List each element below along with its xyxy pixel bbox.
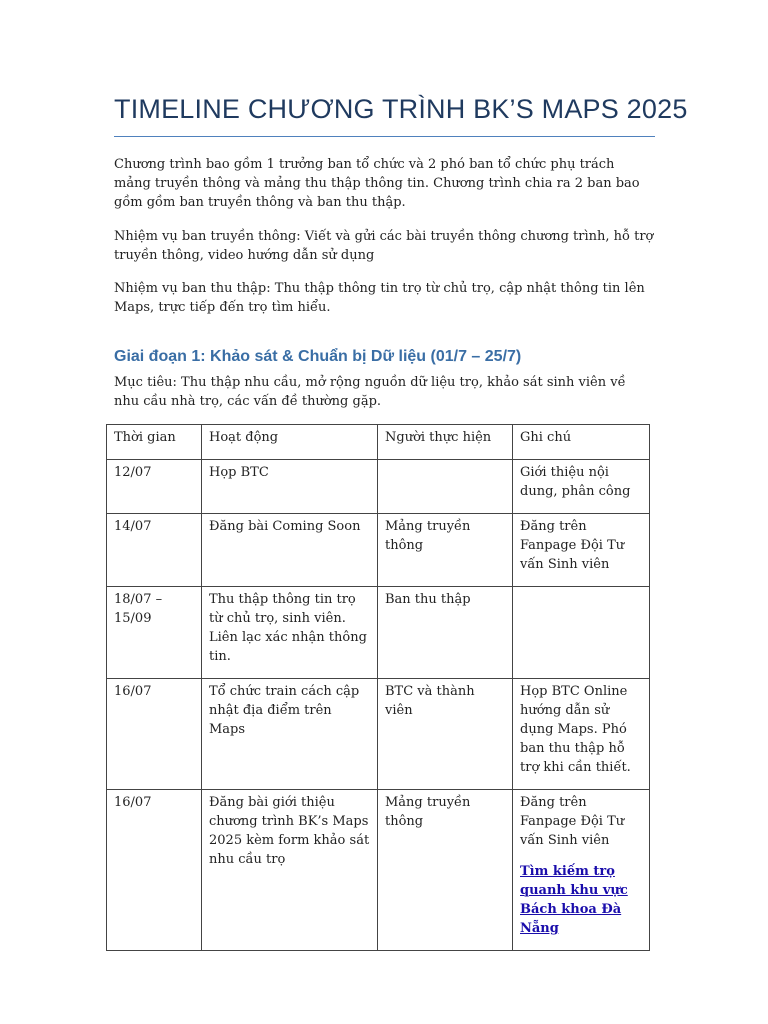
cell-notes <box>513 587 650 679</box>
cell-notes: Đăng trên Fanpage Đội Tư vấn Sinh viên <box>513 514 650 587</box>
cell-owner: BTC và thành viên <box>378 679 513 790</box>
table-row <box>107 679 650 790</box>
cell-time: 14/07 <box>107 514 202 587</box>
table-header-row <box>107 425 650 460</box>
cell-time: 16/07 <box>107 679 202 790</box>
cell-activity: Đăng bài Coming Soon <box>202 514 378 587</box>
table-row <box>107 460 650 514</box>
table-row <box>107 514 650 587</box>
cell-notes: Họp BTC Online hướng dẫn sử dụng Maps. Phó ban thu thập hỗ trợ khi cần thiết. <box>513 679 650 790</box>
phase-heading: Giai đoạn 1: Khảo sát & Chuẩn bị Dữ liệu (01/7 – 25/7) <box>114 348 522 365</box>
header-time: Thời gian <box>107 425 202 460</box>
cell-notes: Đăng trên Fanpage Đội Tư vấn Sinh viên <box>520 795 625 848</box>
cell-time: 12/07 <box>107 460 202 514</box>
title-underline <box>114 136 655 137</box>
cell-notes: Giới thiệu nội dung, phân công <box>513 460 650 514</box>
intro-paragraph: Chương trình bao gồm 1 trưởng ban tổ chức và 2 phó ban tổ chức phụ trách mảng truyền thông và mảng thu thập thông tin. Chương trình chia ra 2 ban bao gồm gồm ban truyền thông và ban thu thập. <box>114 157 640 210</box>
cell-time: 16/07 <box>107 790 202 951</box>
phase-goal: Mục tiêu: Thu thập nhu cầu, mở rộng nguồn dữ liệu trọ, khảo sát sinh viên về nhu cầu nhà trọ, các vấn đề thường gặp. <box>114 375 626 409</box>
cell-owner: Mảng truyền thông <box>378 514 513 587</box>
document-title: TIMELINE CHƯƠNG TRÌNH BK’S MAPS 2025 <box>114 94 688 124</box>
cell-activity: Thu thập thông tin trọ từ chủ trọ, sinh viên. Liên lạc xác nhận thông tin. <box>202 587 378 679</box>
header-notes: Ghi chú <box>513 425 650 460</box>
cell-activity: Đăng bài giới thiệu chương trình BK’s Maps 2025 kèm form khảo sát nhu cầu trọ <box>202 790 378 951</box>
timeline-table <box>106 424 650 951</box>
header-owner: Người thực hiện <box>378 425 513 460</box>
media-team-paragraph: Nhiệm vụ ban truyền thông: Viết và gửi các bài truyền thông chương trình, hỗ trợ truyền thông, video hướng dẫn sử dụng <box>114 229 654 263</box>
cell-notes-with-link <box>513 790 650 951</box>
cell-activity: Tổ chức train cách cập nhật địa điểm trên Maps <box>202 679 378 790</box>
table-row <box>107 790 650 951</box>
header-activity: Hoạt động <box>202 425 378 460</box>
cell-activity: Họp BTC <box>202 460 378 514</box>
cell-time: 18/07 – 15/09 <box>107 587 202 679</box>
cell-owner: Mảng truyền thông <box>378 790 513 951</box>
cell-owner <box>378 460 513 514</box>
table-row <box>107 587 650 679</box>
collection-team-paragraph: Nhiệm vụ ban thu thập: Thu thập thông tin trọ từ chủ trọ, cập nhật thông tin lên Maps, trực tiếp đến trọ tìm hiểu. <box>114 281 645 315</box>
survey-form-link[interactable]: Tìm kiếm trọ quanh khu vực Bách khoa Đà Nẵng <box>520 864 628 936</box>
cell-owner: Ban thu thập <box>378 587 513 679</box>
